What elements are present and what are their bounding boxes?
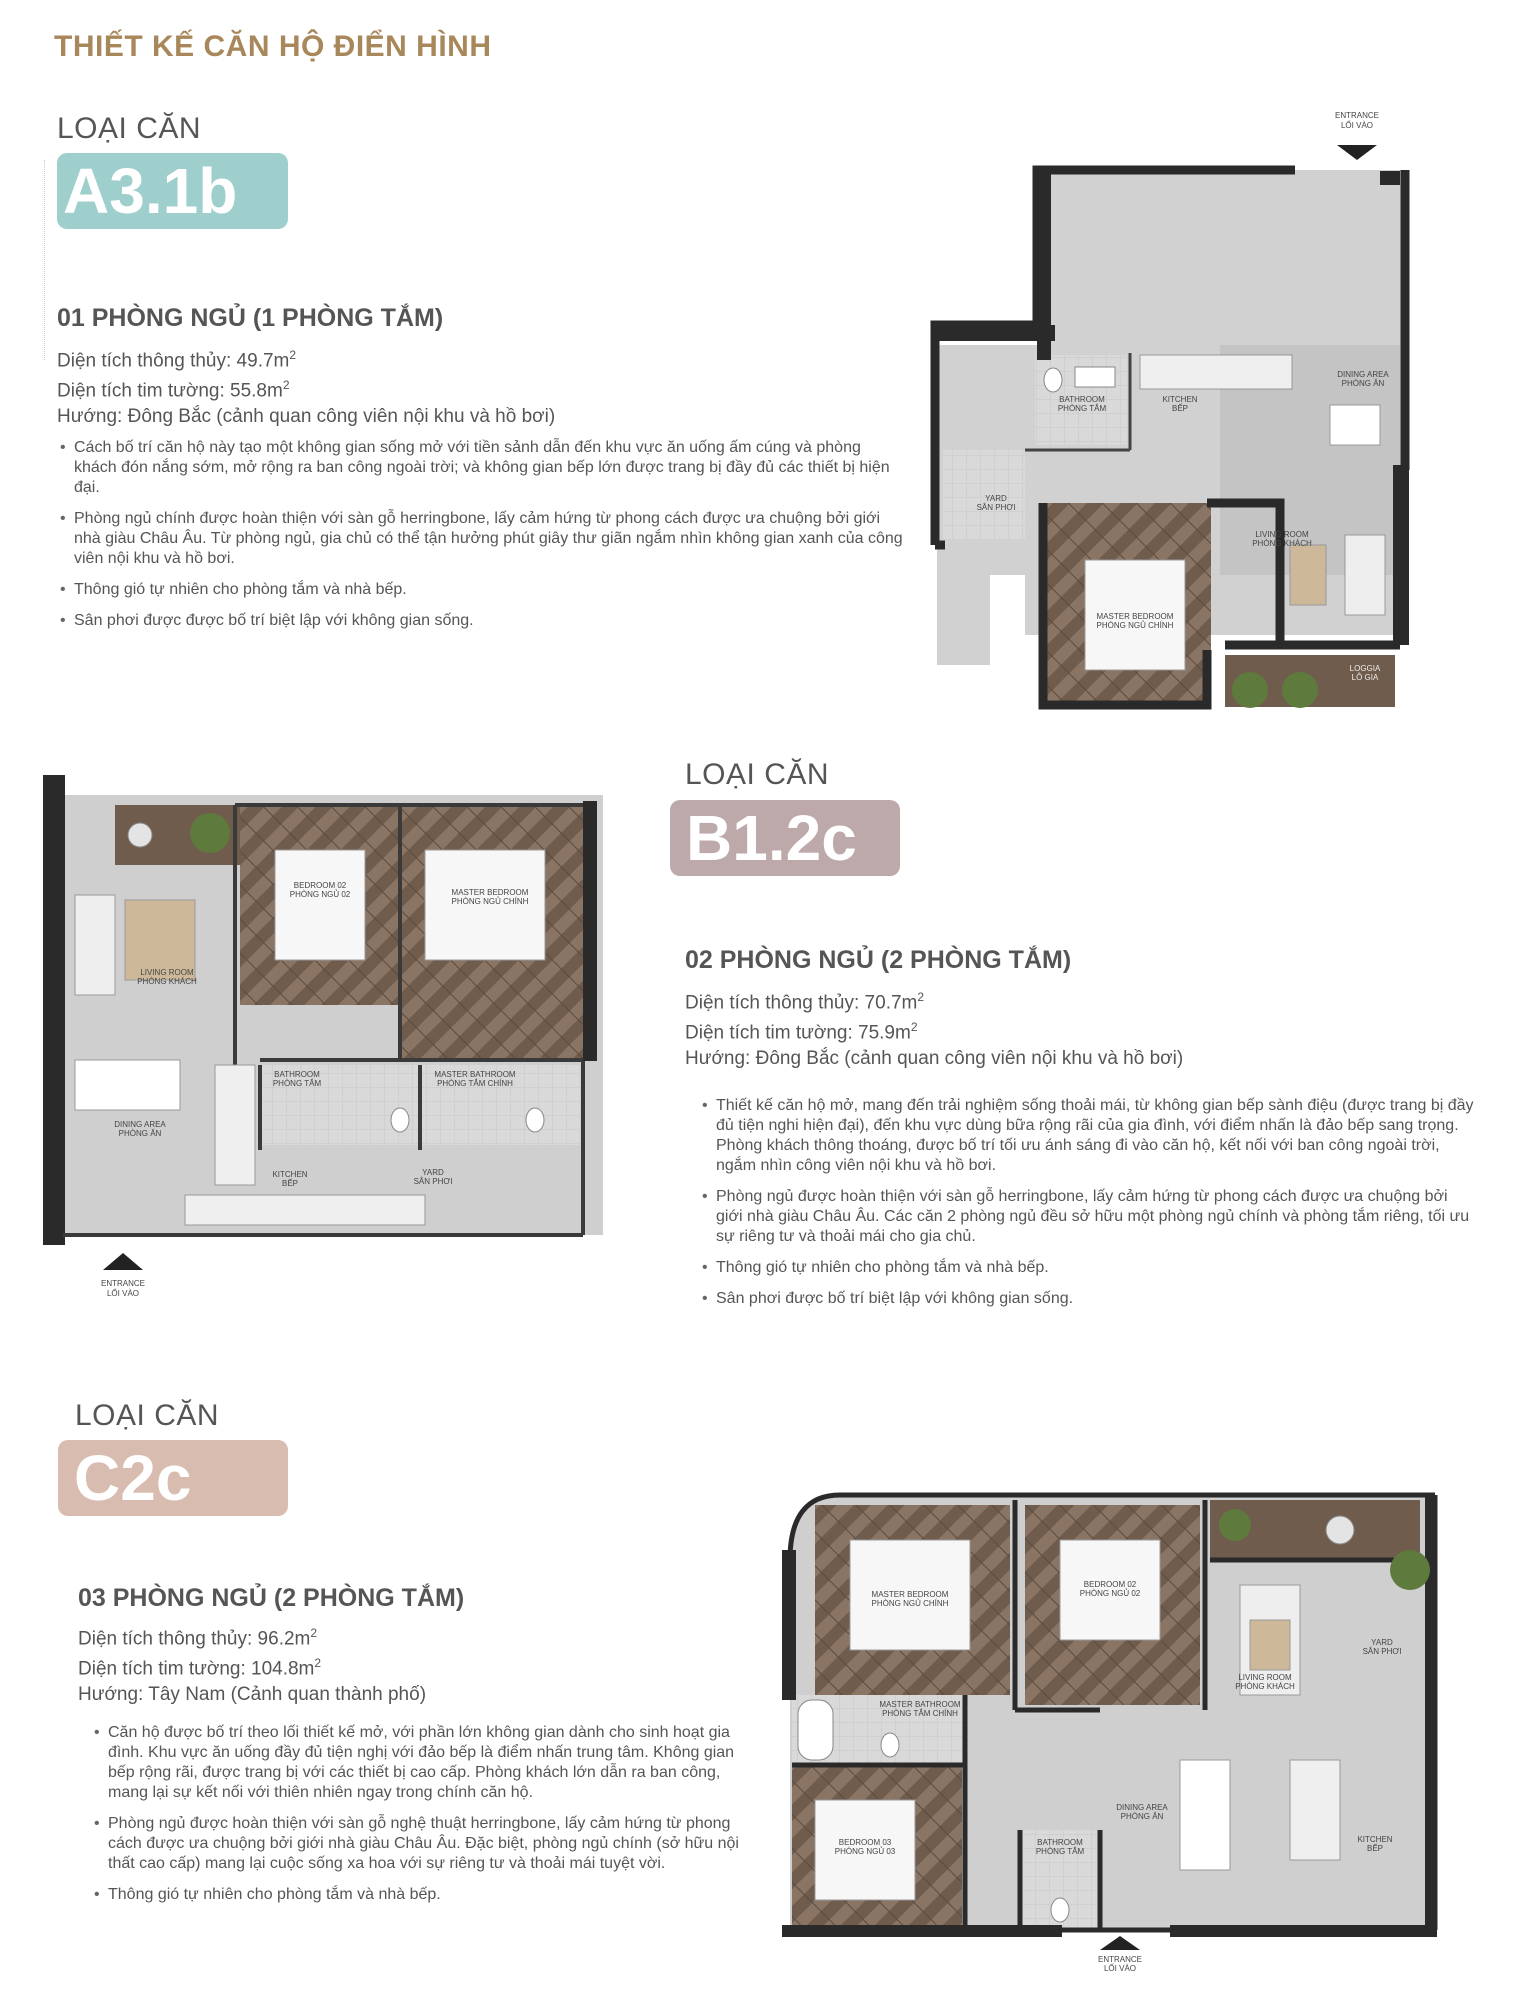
plant-icon bbox=[1232, 672, 1268, 708]
unit-c-type-label: LOẠI CĂN bbox=[75, 1399, 220, 1432]
plan-b-sofa bbox=[75, 895, 115, 995]
plan-c-bathroom-label: BATHROOM bbox=[1037, 1838, 1083, 1847]
unit-b-info bbox=[685, 985, 1183, 1071]
toilet-icon bbox=[1044, 368, 1062, 392]
plan-a-yard-label: YARD bbox=[985, 494, 1007, 503]
unit-c-bullets bbox=[92, 1723, 758, 1916]
unit-b-rooms: 02 PHÒNG NGỦ (2 PHÒNG TẮM) bbox=[685, 946, 1072, 974]
plan-a-kitchen-counter bbox=[1140, 355, 1292, 389]
entrance-arrow-icon bbox=[1100, 1936, 1140, 1950]
list-item: • Phòng ngủ được hoàn thiện với sàn gỗ herringbone, lấy cảm hứng từ phong cách được ưa chuộng bởi giới nhà giàu Châu Âu. Các căn 2 phòng ngủ đều sở hữu một phòng ngủ chính và phòng tắm riêng, tối ưu sự riêng tư và thoải mái cho gia chủ. bbox=[716, 1187, 1476, 1247]
list-item: • Thiết kế căn hộ mở, mang đến trải nghiệm sống thoải mái, từ không gian bếp sành điệu (được trang bị đầy đủ tiện nghi hiện đại), đến khu vực dùng bữa rộng rãi của gia đình, với điểm nhấn là đảo bếp sang trọng. Phòng khách thông thoáng, được bố trí tối ưu ánh sáng đi vào căn hộ, kết nối với ban công ngoài trời, ngắm nhìn công viên nội khu và hồ bơi. bbox=[716, 1096, 1476, 1176]
plan-a-wall-right bbox=[1393, 465, 1409, 645]
toilet-icon bbox=[526, 1108, 544, 1132]
plan-b-entrance-vi-label: LỐI VÀO bbox=[106, 1289, 140, 1298]
unit-b-type-label: LOẠI CĂN bbox=[685, 758, 830, 791]
plan-c-bathroom-vi-label: PHÒNG TẮM bbox=[1035, 1847, 1085, 1856]
floor-plan-a bbox=[925, 105, 1455, 725]
unit-b-direction: Hướng: Đông Bắc (cảnh quan công viên nội khu và hồ bơi) bbox=[685, 1047, 1184, 1069]
plan-c-wall-bottom bbox=[1170, 1925, 1437, 1937]
unit-a-type-label: LOẠI CĂN bbox=[57, 112, 202, 145]
plan-c-kitchen-island bbox=[1290, 1760, 1340, 1860]
unit-b-bullets bbox=[700, 1096, 1476, 1320]
unit-c-info bbox=[78, 1621, 426, 1707]
list-item: • Cách bố trí căn hộ này tạo một không gian sống mở với tiền sảnh dẫn đến khu vực ăn uống ấm cúng và phòng khách đón nắng sớm, mở rộng ra ban công ngoài trời; và không gian bếp lớn được trang bị đầy đủ các thiết bị hiện đại. bbox=[74, 438, 904, 498]
plan-a-sofa bbox=[1345, 535, 1385, 615]
unit-c-direction: Hướng: Tây Nam (Cảnh quan thành phố) bbox=[78, 1683, 427, 1705]
unit-c-area-net: Diện tích thông thủy: $96.2m^2$ bbox=[78, 1626, 318, 1650]
plan-a-dining-table bbox=[1330, 405, 1380, 445]
plan-c-kitchen-label: KITCHEN bbox=[1357, 1835, 1393, 1844]
plan-b-bedroom2-label: BEDROOM 02 bbox=[293, 881, 347, 890]
unit-a-bullets bbox=[58, 438, 904, 642]
plan-c-entrance-label: ENTRANCE bbox=[1097, 1955, 1143, 1964]
plan-b-entrance-label: ENTRANCE bbox=[100, 1279, 146, 1288]
plant-icon bbox=[1219, 1509, 1251, 1541]
plan-c-bathtub bbox=[798, 1700, 833, 1760]
list-item: • Sân phơi được bố trí biệt lập với không gian sống. bbox=[716, 1289, 1476, 1309]
toilet-icon bbox=[881, 1733, 899, 1757]
plan-c-dining-vi-label: PHÒNG ĂN bbox=[1120, 1812, 1164, 1821]
plan-a-wall-corner bbox=[1380, 171, 1400, 185]
plan-a-bathroom-label: BATHROOM bbox=[1059, 395, 1105, 404]
plant-icon bbox=[1282, 672, 1318, 708]
plan-b-wall-left bbox=[43, 775, 65, 1245]
plan-c-entrance-vi-label: LỐI VÀO bbox=[1103, 1964, 1137, 1973]
unit-b-area-net: Diện tích thông thủy: $70.7m^2$ bbox=[685, 990, 925, 1014]
toilet-icon bbox=[1051, 1898, 1069, 1922]
plan-b-yard-vi-label: SÂN PHƠI bbox=[413, 1177, 453, 1186]
plan-c-dining-label: DINING AREA bbox=[1116, 1803, 1168, 1812]
plan-c-living-vi-label: PHÒNG KHÁCH bbox=[1235, 1682, 1295, 1691]
plan-a-kitchen-vi-label: BẾP bbox=[1171, 404, 1189, 413]
unit-a-rooms: 01 PHÒNG NGỦ (1 PHÒNG TẮM) bbox=[57, 304, 444, 332]
plan-c-bedroom2-label: BEDROOM 02 bbox=[1083, 1580, 1137, 1589]
plan-a-master-label: MASTER BEDROOM bbox=[1096, 612, 1174, 621]
plant-icon bbox=[1390, 1550, 1430, 1590]
list-item: • Sân phơi được được bố trí biệt lập với không gian sống. bbox=[74, 611, 904, 631]
plan-a-loggia-vi-label: LÔ GIA bbox=[1351, 673, 1379, 682]
unit-c-area-gross: Diện tích tim tường: $104.8m^2$ bbox=[78, 1656, 322, 1680]
plan-c-mbath-vi-label: PHÒNG TẮM CHÍNH bbox=[882, 1709, 958, 1718]
plan-a-living-vi-label: PHÒNG KHÁCH bbox=[1252, 539, 1312, 548]
unit-b-area-gross: Diện tích tim tường: $75.9m^2$ bbox=[685, 1020, 918, 1044]
plan-c-wall-left bbox=[782, 1550, 796, 1700]
plan-b-kitchen-counter bbox=[185, 1195, 425, 1225]
plan-a-bathroom-vi-label: PHÒNG TẮM bbox=[1057, 404, 1107, 413]
list-item: • Thông gió tự nhiên cho phòng tắm và nhà bếp. bbox=[74, 580, 904, 600]
plan-c-kitchen-vi-label: BẾP bbox=[1366, 1844, 1384, 1853]
plan-a-entrance-vi-label: LỐI VÀO bbox=[1340, 121, 1374, 130]
plan-a-living-label: LIVING ROOM bbox=[1255, 530, 1309, 539]
plan-c-yard-vi-label: SÂN PHƠI bbox=[1362, 1647, 1402, 1656]
plan-a-loggia-label: LOGGIA bbox=[1349, 664, 1381, 673]
plan-b-living-vi-label: PHÒNG KHÁCH bbox=[137, 977, 197, 986]
plan-c-mbath-label: MASTER BATHROOM bbox=[879, 1700, 961, 1709]
floor-plan-c bbox=[770, 1470, 1450, 1975]
entrance-arrow-icon bbox=[103, 1253, 143, 1270]
plant-icon bbox=[190, 813, 230, 853]
page-title: THIẾT KẾ CĂN HỘ ĐIỂN HÌNH bbox=[54, 30, 492, 63]
plan-a-yard-vi-label: SÂN PHƠI bbox=[976, 503, 1016, 512]
plant-icon bbox=[1326, 1516, 1354, 1544]
plan-a-entrance-label: ENTRANCE bbox=[1334, 111, 1380, 120]
list-item: • Thông gió tự nhiên cho phòng tắm và nhà bếp. bbox=[716, 1258, 1476, 1278]
plan-c-living-label: LIVING ROOM bbox=[1238, 1673, 1292, 1682]
plan-c-master-vi-label: PHÒNG NGỦ CHÍNH bbox=[871, 1599, 949, 1608]
unit-c-rooms: 03 PHÒNG NGỦ (2 PHÒNG TẮM) bbox=[78, 1584, 465, 1612]
plan-b-bed2 bbox=[275, 850, 365, 960]
plan-c-bedroom3-vi-label: PHÒNG NGỦ 03 bbox=[834, 1847, 896, 1856]
unit-a-area-gross: Diện tích tim tường: $55.8m^2$ bbox=[57, 378, 290, 402]
plan-c-bedroom2-vi-label: PHÒNG NGỦ 02 bbox=[1079, 1589, 1141, 1598]
plan-b-kitchen-island bbox=[215, 1065, 255, 1185]
plan-a-yard-floor bbox=[943, 450, 1025, 540]
unit-a-info bbox=[57, 343, 555, 429]
plan-b-dining-label: DINING AREA bbox=[114, 1120, 166, 1129]
plan-c-dining-table bbox=[1180, 1760, 1230, 1870]
plan-b-mbath-vi-label: PHÒNG TẮM CHÍNH bbox=[437, 1079, 513, 1088]
plan-b-bathroom-vi-label: PHÒNG TẮM bbox=[272, 1079, 322, 1088]
list-item: • Căn hộ được bố trí theo lối thiết kế mở, với phần lớn không gian dành cho sinh hoạt gia đình. Khu vực ăn uống đầy đủ tiện nghị với đảo bếp là điểm nhấn trung tâm. Không gian bếp rộng rãi, được trang bị với các thiết bị cao cấp. Phòng khách lớn dẫn ra ban công, mang lại sự kết nối với thiên nhiên ngay trong chính căn hộ. bbox=[108, 1723, 758, 1803]
plan-c-coffee-table bbox=[1250, 1620, 1290, 1670]
list-item: • Phòng ngủ được hoàn thiện với sàn gỗ nghệ thuật herringbone, lấy cảm hứng từ phong cách được ưa chuộng bởi giới nhà giàu Châu Âu. Đặc biệt, phòng ngủ chính (sở hữu nội thất cao cấp) mang lại cuộc sống xa hoa với sự riêng tư và thoải mái tuyệt vời. bbox=[108, 1814, 758, 1874]
plan-b-mbath-label: MASTER BATHROOM bbox=[434, 1070, 516, 1079]
plan-a-master-vi-label: PHÒNG NGỦ CHÍNH bbox=[1096, 621, 1174, 630]
plan-a-coffee-table bbox=[1290, 545, 1326, 605]
plan-b-dining-table bbox=[75, 1060, 180, 1110]
toilet-icon bbox=[391, 1108, 409, 1132]
plan-b-master-label: MASTER BEDROOM bbox=[451, 888, 529, 897]
unit-b-code-badge: B1.2c bbox=[670, 800, 900, 876]
plan-b-living-label: LIVING ROOM bbox=[140, 968, 194, 977]
plant-icon bbox=[128, 823, 152, 847]
plan-c-master-label: MASTER BEDROOM bbox=[871, 1590, 949, 1599]
plan-a-kitchen-label: KITCHEN bbox=[1162, 395, 1198, 404]
unit-a-direction: Hướng: Đông Bắc (cảnh quan công viên nội khu và hồ bơi) bbox=[57, 405, 556, 427]
plan-a-dining-label: DINING AREA bbox=[1337, 370, 1389, 379]
plan-b-yard-label: YARD bbox=[422, 1168, 444, 1177]
plan-c-wall-bottom bbox=[782, 1925, 1062, 1937]
sink-icon bbox=[1075, 367, 1115, 387]
unit-a-code-badge: A3.1b bbox=[57, 153, 288, 229]
plan-b-kitchen-vi-label: BẾP bbox=[281, 1179, 299, 1188]
plan-b-master-vi-label: PHÒNG NGỦ CHÍNH bbox=[451, 897, 529, 906]
plan-b-bathroom-label: BATHROOM bbox=[274, 1070, 320, 1079]
plan-b-dining-vi-label: PHÒNG ĂN bbox=[118, 1129, 162, 1138]
list-item: • Thông gió tự nhiên cho phòng tắm và nhà bếp. bbox=[108, 1885, 758, 1905]
unit-a-area-net: Diện tích thông thủy: $49.7m^2$ bbox=[57, 348, 297, 372]
unit-c-code-badge: C2c bbox=[58, 1440, 288, 1516]
plan-c-bedroom3-label: BEDROOM 03 bbox=[838, 1838, 892, 1847]
floor-plan-b bbox=[35, 765, 630, 1305]
plan-b-wall-right bbox=[583, 801, 597, 1061]
plan-b-kitchen-label: KITCHEN bbox=[272, 1170, 308, 1179]
plan-a-wall-top bbox=[935, 325, 1055, 341]
entrance-arrow-icon bbox=[1337, 145, 1377, 160]
plan-c-yard-label: YARD bbox=[1371, 1638, 1393, 1647]
plan-a-dining-vi-label: PHÒNG ĂN bbox=[1341, 379, 1385, 388]
list-item: • Phòng ngủ chính được hoàn thiện với sàn gỗ herringbone, lấy cảm hứng từ phong cách được ưa chuộng bởi giới nhà giàu Châu Âu. Từ phòng ngủ, gia chủ có thể tận hưởng phút giây thư giãn ngắm nhìn không gian xanh của công viên nội khu và hồ bơi. bbox=[74, 509, 904, 569]
plan-b-bedroom2-vi-label: PHÒNG NGỦ 02 bbox=[289, 890, 351, 899]
unit-a-divider bbox=[44, 160, 45, 360]
